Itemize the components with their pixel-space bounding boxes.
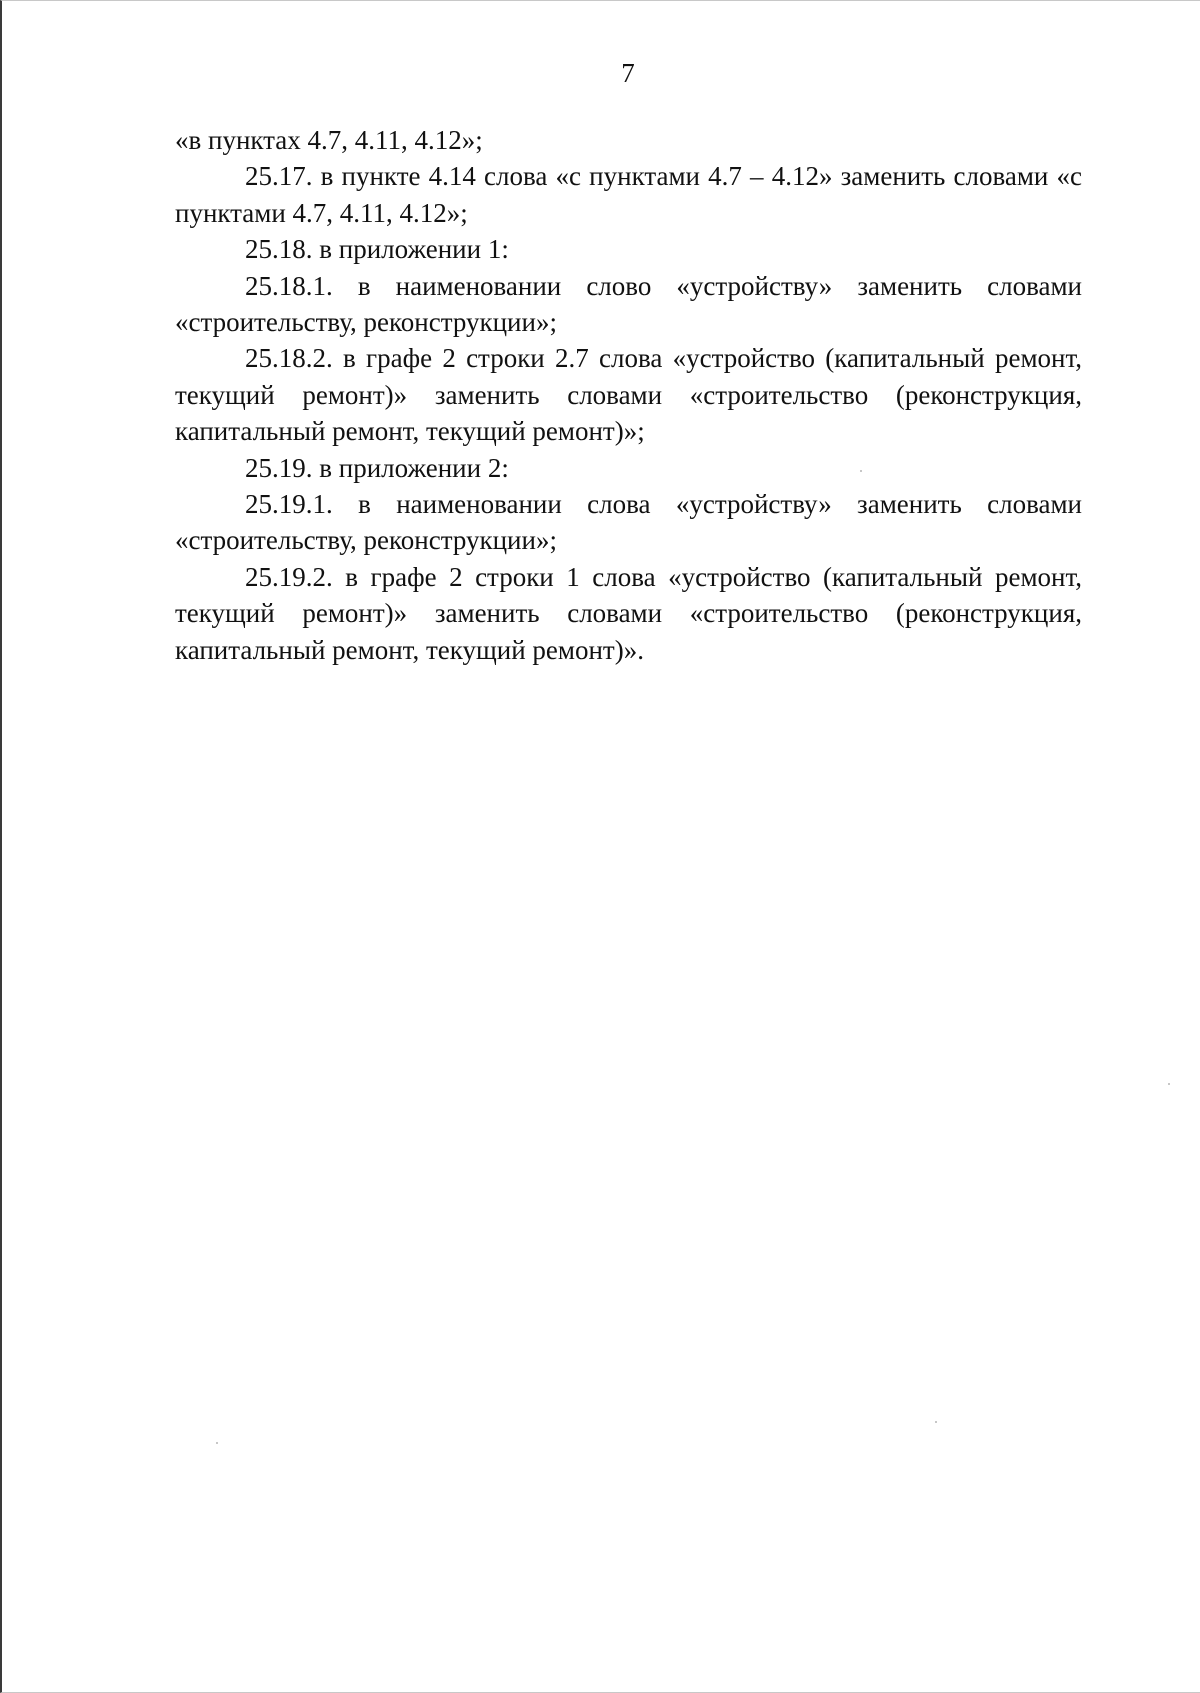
item-25-18-2: 25.18.2. в графе 2 строки 2.7 слова «устройство (капитальный ремонт, текущий ремонт)» заменить словами «строительство (реконструкция, капитальный ремонт, текущий ремонт)»; xyxy=(175,343,1082,447)
scan-speck xyxy=(1168,1083,1170,1085)
item-25-17: 25.17. в пункте 4.14 слова «с пунктами 4.7 – 4.12» заменить словами «с пунктами 4.7, 4.11, 4.12»; xyxy=(175,161,1082,228)
item-25-18-1: 25.18.1. в наименовании слово «устройству» заменить словами «строительству, реконструкции»; xyxy=(175,270,1082,338)
item-25-19: 25.19. в приложении 2: xyxy=(245,452,509,483)
item-25-19-1: 25.19.1. в наименовании слова «устройству» заменить словами «строительству, реконструкции»; xyxy=(175,489,1082,556)
page-number: 7 xyxy=(621,58,635,88)
item-25-18: 25.18. в приложении 1: xyxy=(245,234,509,265)
document-body xyxy=(175,122,1082,668)
continuation-line: «в пунктах 4.7, 4.11, 4.12»; xyxy=(175,125,483,155)
scan-speck xyxy=(935,1421,937,1423)
scan-speck xyxy=(860,470,862,472)
item-25-19-2: 25.19.2. в графе 2 строки 1 слова «устройство (капитальный ремонт, текущий ремонт)» заменить словами «строительство (реконструкция, капитальный ремонт, текущий ремонт)». xyxy=(175,561,1082,665)
scan-speck xyxy=(216,1442,218,1444)
